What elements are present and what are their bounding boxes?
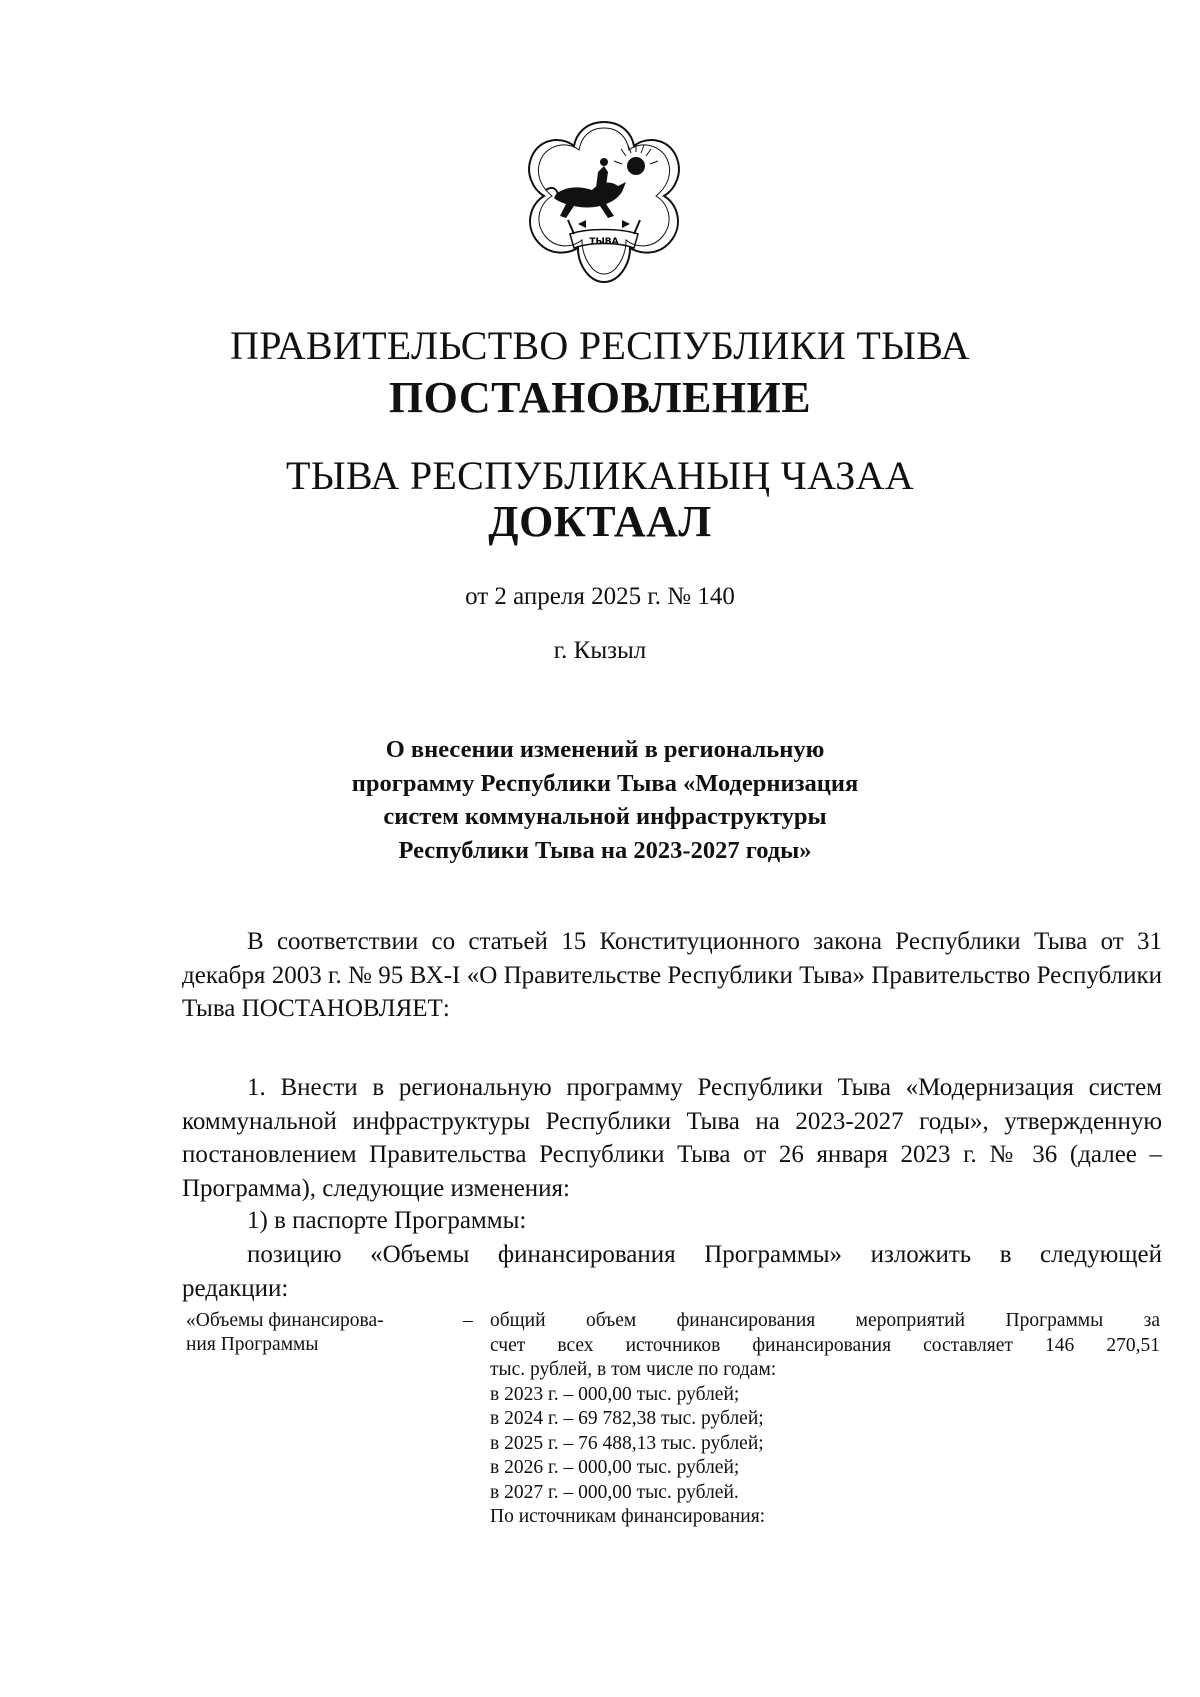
- passport-value-line: тыс. рублей, в том числе по годам:: [490, 1359, 777, 1380]
- coat-of-arms-emblem: [518, 116, 690, 288]
- passport-value-line: общий объем финансирования мероприятий Программы за: [490, 1310, 1160, 1331]
- government-name-ru: ПРАВИТЕЛЬСТВО РЕСПУБЛИКИ ТЫВА: [230, 323, 970, 368]
- passport-label-line: ния Программы: [186, 1334, 319, 1355]
- subitem-position-text: позицию «Объемы финансирования Программы» изложить в следующей: [247, 1241, 1162, 1268]
- passport-value-line: в 2026 г. – 000,00 тыс. рублей;: [490, 1457, 740, 1478]
- passport-row-dash: –: [463, 1310, 473, 1331]
- emblem-inscription: [589, 237, 618, 247]
- passport-value-line: в 2027 г. – 000,00 тыс. рублей.: [490, 1481, 739, 1503]
- document-date-number: от 2 апреля 2025 г. № 140: [465, 583, 735, 610]
- passport-value-line: счет всех источников финансирования составляет 146 270,51: [490, 1334, 1160, 1356]
- document-city: г. Кызыл: [553, 637, 647, 664]
- document-type-ru: ПОСТАНОВЛЕНИЕ: [388, 373, 812, 422]
- passport-value-line: в 2025 г. – 76 488,13 тыс. рублей;: [490, 1432, 764, 1454]
- title-line: Республики Тыва на 2023-2027 годы»: [398, 836, 812, 864]
- preamble-paragraph: В соответствии со статьей 15 Конституционного закона Республики Тыва от 31 декабря 2003 г. № 95 ВХ-I «О Правительстве Республики Тыва» Правительство Республики Тыва ПОСТАНОВЛЯЕТ:: [182, 928, 1162, 1022]
- item-1-paragraph: 1. Внести в региональную программу Республики Тыва «Модернизация систем коммунальной инфраструктуры Республики Тыва на 2023-2027 годы», утвержденную постановлением Правительства Республики Тыва от 26 января 2023 г. № 36 (далее – Программа), следующие изменения:: [182, 1074, 1162, 1202]
- title-line: О внесении изменений в региональную: [385, 736, 825, 763]
- title-line: программу Республики Тыва «Модернизация: [351, 769, 859, 797]
- subitem-edition-text: редакции:: [182, 1275, 289, 1302]
- subitem-1: 1) в паспорте Программы:: [247, 1207, 527, 1234]
- passport-row-label: [186, 1309, 446, 1357]
- document-title: [300, 733, 910, 867]
- passport-row-value: [490, 1309, 1160, 1530]
- passport-value-line: в 2024 г. – 69 782,38 тыс. рублей;: [490, 1408, 764, 1429]
- passport-value-line: в 2023 г. – 000,00 тыс. рублей;: [490, 1383, 740, 1405]
- title-line: систем коммунальной инфраструктуры: [383, 803, 827, 830]
- svg-text:ТЫВА: ТЫВА: [589, 237, 619, 247]
- government-name-tyv: ТЫВА РЕСПУБЛИКАНЫҢ ЧАЗАА: [285, 453, 915, 498]
- passport-label-line: «Объемы финансирова-: [186, 1310, 384, 1331]
- document-type-tyv: ДОКТААЛ: [488, 497, 712, 546]
- passport-value-line: По источникам финансирования:: [490, 1506, 766, 1527]
